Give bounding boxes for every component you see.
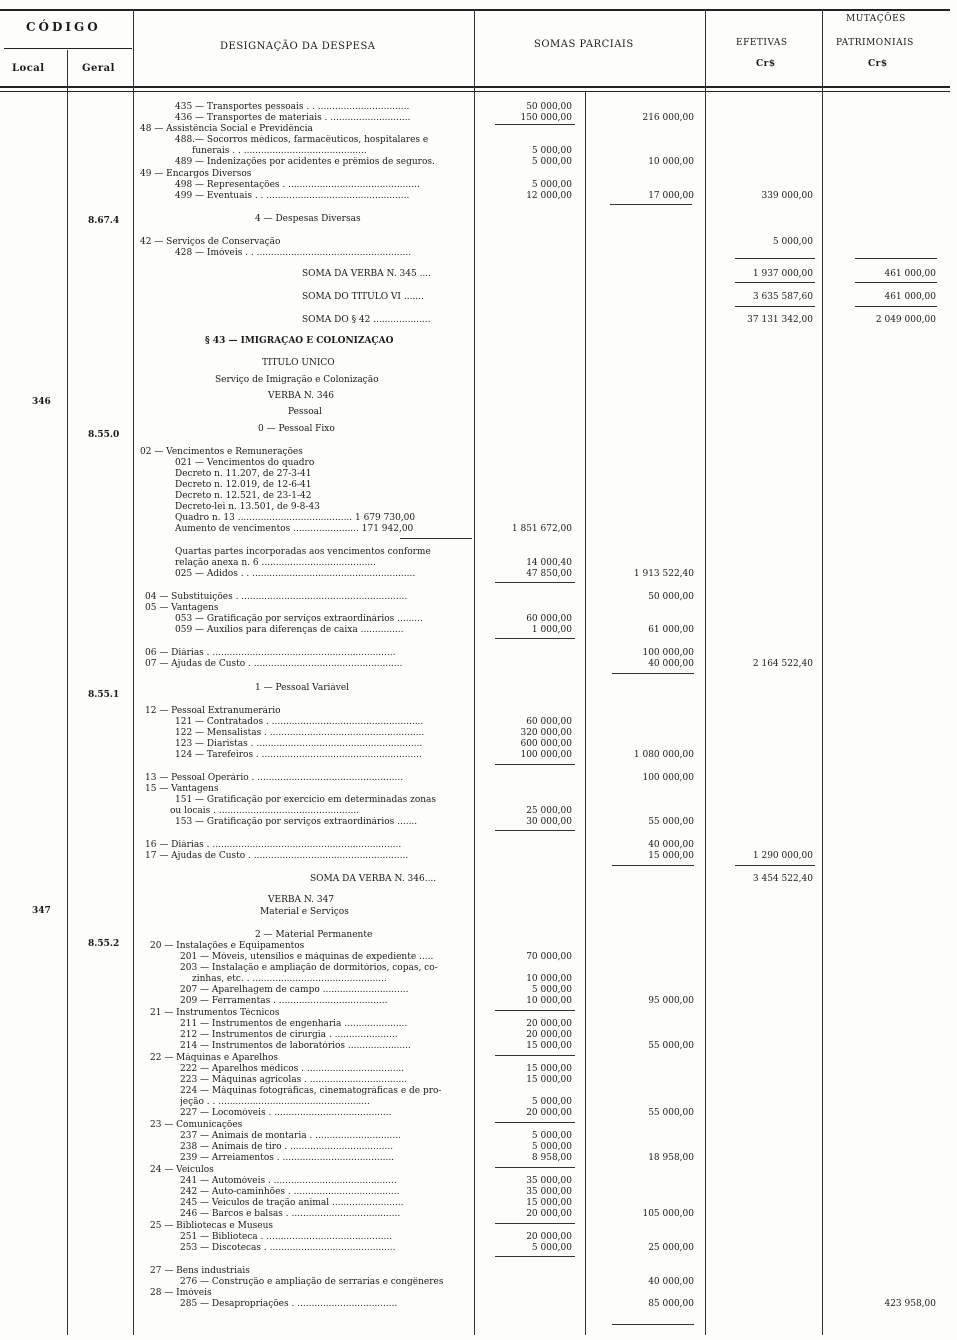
- value-v2: 25 000,00: [648, 1243, 694, 1253]
- line-text: 124 — Tarefeiros . ........................................................: [175, 750, 422, 760]
- value-v2: 85 000,00: [648, 1299, 694, 1309]
- line-text: Material e Serviços: [260, 907, 349, 917]
- value-v4: 2 049 000,00: [875, 315, 936, 325]
- sum-rule: [735, 258, 815, 259]
- col-rule-geral: [133, 9, 134, 1335]
- line-text: 212 — Instrumentos de cirurgia . ......................: [180, 1030, 398, 1040]
- value-v1: 600 000,00: [520, 739, 572, 749]
- code-geral: 8.55.2: [88, 939, 120, 949]
- col-rule-efetivas-left: [705, 9, 706, 1335]
- line-text: 223 — Máquinas agrícolas . ..................................: [180, 1075, 408, 1085]
- line-text: 025 — Adidos . . .........................................................: [175, 569, 416, 579]
- line-text: 239 — Arreiamentos . .......................................: [180, 1153, 395, 1163]
- sum-rule: [855, 306, 937, 307]
- value-v2: 18 958,00: [648, 1153, 694, 1163]
- line-text: 253 — Discotecas . ............................................: [180, 1243, 396, 1253]
- line-text: Decreto n. 11.207, de 27-3-41: [175, 469, 312, 479]
- sum-rule: [495, 1055, 575, 1056]
- header-local: Local: [12, 63, 45, 74]
- line-text: 209 — Ferramentas . ......................................: [180, 996, 388, 1006]
- value-v4: 461 000,00: [884, 269, 936, 279]
- value-v4: 423 958,00: [884, 1299, 936, 1309]
- line-text: 05 — Vantagens: [145, 603, 219, 613]
- line-text: 15 — Vantagens: [145, 784, 219, 794]
- value-v2: 15 000,00: [648, 851, 694, 861]
- value-v1: 15 000,00: [526, 1075, 572, 1085]
- line-text: 27 — Bens industriais: [150, 1266, 250, 1276]
- line-text: 436 — Transportes de materiais . ............................: [175, 113, 411, 123]
- header-designacao: DESIGNAÇÃO DA DESPESA: [220, 41, 376, 52]
- sum-rule: [855, 258, 937, 259]
- line-text: 201 — Móveis, utensílios e máquinas de expediente .....: [180, 952, 434, 962]
- value-v1: 10 000,00: [526, 996, 572, 1006]
- line-text: 238 — Animais de tiro . ....................................: [180, 1142, 394, 1152]
- line-text: 21 — Instrumentos Técnicos: [150, 1008, 280, 1018]
- header-efetivas-unit: Cr$: [756, 59, 776, 69]
- line-text: TÍTULO ÚNICO: [262, 358, 335, 368]
- line-text: 499 — Eventuais . . ..................................................: [175, 191, 410, 201]
- sum-rule: [495, 582, 575, 583]
- value-v2: 40 000,00: [648, 840, 694, 850]
- code-geral: 8.67.4: [88, 216, 120, 226]
- sum-rule: [612, 1324, 694, 1325]
- sum-rule: [612, 865, 694, 866]
- line-text: VERBA N. 346: [268, 391, 335, 401]
- line-text: Decreto n. 12.019, de 12-6-41: [175, 480, 312, 490]
- value-v1: 5 000,00: [531, 1131, 572, 1141]
- sum-rule: [495, 1122, 575, 1123]
- value-v1: 15 000,00: [526, 1064, 572, 1074]
- line-text: 203 — Instalação e ampliação de dormitórios, copas, co-: [180, 963, 438, 973]
- value-v2: 1 080 000,00: [633, 750, 694, 760]
- value-v2: 55 000,00: [648, 1108, 694, 1118]
- col-rule-somas: [585, 92, 586, 1335]
- line-text: ou locais . .................................................: [170, 806, 360, 816]
- line-text: 16 — Diárias . ..................................................................: [145, 840, 402, 850]
- line-text: Quadro n. 13 ........................................ 1 679 730,00: [175, 513, 416, 523]
- line-text: 122 — Mensalistas . ......................................................: [175, 728, 425, 738]
- line-text: 25 — Bibliotecas e Museus: [150, 1221, 273, 1231]
- value-v3: 3 635 587,60: [752, 292, 813, 302]
- value-v1: 12 000,00: [526, 191, 572, 201]
- value-v1: 25 000,00: [526, 806, 572, 816]
- value-v2: 50 000,00: [648, 592, 694, 602]
- line-text: 24 — Veículos: [150, 1165, 214, 1175]
- value-v1: 35 000,00: [526, 1176, 572, 1186]
- value-v2: 10 000,00: [648, 157, 694, 167]
- value-v2: 17 000,00: [648, 191, 694, 201]
- line-text: 49 — Encargos Diversos: [140, 169, 252, 179]
- line-text: 207 — Aparelhagem de campo ..............................: [180, 985, 409, 995]
- line-text: 059 — Auxílios para diferenças de caixa ...............: [175, 625, 404, 635]
- line-text: 23 — Comunicações: [150, 1120, 243, 1130]
- sum-rule: [495, 1010, 575, 1011]
- header-mutacoes-unit: Cr$: [868, 59, 888, 69]
- line-text: Pessoal: [288, 407, 322, 417]
- value-v2: 61 000,00: [648, 625, 694, 635]
- line-text: 12 — Pessoal Extranumerário: [145, 706, 281, 716]
- line-text: § 43 — IMIGRAÇÃO E COLONIZAÇÃO: [205, 336, 394, 346]
- line-text: 153 — Gratificação por serviços extraordinários .......: [175, 817, 418, 827]
- value-v3: 2 164 522,40: [752, 659, 813, 669]
- value-v3: 37 131 342,00: [747, 315, 813, 325]
- line-text: 4 — Despesas Diversas: [255, 214, 361, 224]
- value-v2: 1 913 522,40: [633, 569, 694, 579]
- value-v2: 95 000,00: [648, 996, 694, 1006]
- value-v3: 3 454 522,40: [752, 874, 813, 884]
- value-v1: 47 850,00: [526, 569, 572, 579]
- value-v2: 55 000,00: [648, 817, 694, 827]
- value-v2: 100 000,00: [642, 773, 694, 783]
- sum-rule: [495, 1256, 575, 1257]
- line-text: 222 — Aparelhos médicos . ..................................: [180, 1064, 405, 1074]
- line-text: 246 — Barcos e balsas . ......................................: [180, 1209, 401, 1219]
- value-v1: 5 000,00: [531, 1142, 572, 1152]
- code-geral: 8.55.1: [88, 690, 120, 700]
- line-text: 1 — Pessoal Variável: [255, 683, 350, 693]
- line-text: 121 — Contratados . .....................................................: [175, 717, 424, 727]
- value-v3: 1 290 000,00: [752, 851, 813, 861]
- line-text: 227 — Locomóveis . .........................................: [180, 1108, 392, 1118]
- value-v1: 15 000,00: [526, 1198, 572, 1208]
- value-v1: 1 851 672,00: [511, 524, 572, 534]
- value-v3: 5 000,00: [772, 237, 813, 247]
- line-text: SOMA DA VERBA N. 345 ....: [302, 269, 432, 279]
- line-text: 07 — Ajudas de Custo . ....................................................: [145, 659, 403, 669]
- value-v3: 339 000,00: [761, 191, 813, 201]
- value-v1: 20 000,00: [526, 1030, 572, 1040]
- value-v2: 40 000,00: [648, 1277, 694, 1287]
- value-v1: 320 000,00: [520, 728, 572, 738]
- line-text: 13 — Pessoal Operário . ...................................................: [145, 773, 404, 783]
- sum-rule: [735, 282, 815, 283]
- line-text: SOMA DO § 42 ....................: [302, 315, 431, 325]
- code-geral: 8.55.0: [88, 430, 120, 440]
- line-text: 242 — Auto-caminhões . .....................................: [180, 1187, 400, 1197]
- line-text: 428 — Imóveis . . ......................................................: [175, 248, 412, 258]
- line-text: 053 — Gratificação por serviços extraordinários .........: [175, 614, 423, 624]
- line-text: 285 — Desapropriações . ...................................: [180, 1299, 398, 1309]
- sum-rule: [610, 204, 692, 205]
- code-local: 347: [32, 906, 51, 916]
- value-v2: 55 000,00: [648, 1041, 694, 1051]
- line-text: SOMA DO TÍTULO VI .......: [302, 292, 424, 302]
- line-text: 17 — Ajudas de Custo . ......................................................: [145, 851, 409, 861]
- line-text: 211 — Instrumentos de engenharia ......................: [180, 1019, 408, 1029]
- value-v1: 5 000,00: [531, 157, 572, 167]
- value-v1: 5 000,00: [531, 985, 572, 995]
- sum-rule: [495, 638, 575, 639]
- line-text: 498 — Representações . ..............................................: [175, 180, 420, 190]
- header-efetivas: EFETIVAS: [736, 38, 788, 48]
- sum-rule: [495, 764, 575, 765]
- col-rule-designacao: [474, 9, 475, 1335]
- line-text: 151 — Gratificação por exercício em determinadas zonas: [175, 795, 437, 805]
- line-text: 06 — Diárias . ................................................................: [145, 648, 396, 658]
- sum-rule: [495, 830, 575, 831]
- line-text: Quartas partes incorporadas aos vencimentos conforme: [175, 547, 431, 557]
- value-v1: 20 000,00: [526, 1019, 572, 1029]
- value-v1: 50 000,00: [526, 102, 572, 112]
- value-v1: 5 000,00: [531, 146, 572, 156]
- sum-rule: [495, 1223, 575, 1224]
- line-text: 123 — Diaristas . ..........................................................: [175, 739, 423, 749]
- line-text: SOMA DA VERBA N. 346....: [310, 874, 437, 884]
- header-bottom-rule: [0, 86, 950, 88]
- col-rule-efetivas-right: [822, 9, 823, 1335]
- value-v2: 40 000,00: [648, 659, 694, 669]
- header-codigo: CÓDIGO: [26, 20, 101, 34]
- value-v1: 70 000,00: [526, 952, 572, 962]
- line-text: 02 — Vencimentos e Remunerações: [140, 447, 303, 457]
- value-v1: 100 000,00: [520, 750, 572, 760]
- line-text: 214 — Instrumentos de laboratórios ......................: [180, 1041, 411, 1051]
- line-text: 22 — Máquinas e Aparelhos: [150, 1053, 278, 1063]
- line-text: 276 — Construção e ampliação de serrarias e congêneres: [180, 1277, 444, 1287]
- header-mutacoes: MUTAÇÕES: [846, 14, 906, 24]
- line-text: 48 — Assistência Social e Previdência: [140, 124, 313, 134]
- line-text: 28 — Imóveis: [150, 1288, 212, 1298]
- line-text: funerais . . ...........................................: [192, 146, 367, 156]
- value-v1: 30 000,00: [526, 817, 572, 827]
- line-text: 2 — Material Permanente: [255, 930, 373, 940]
- line-text: 021 — Vencimentos do quadro: [175, 458, 315, 468]
- value-v1: 8 958,00: [531, 1153, 572, 1163]
- value-v1: 20 000,00: [526, 1108, 572, 1118]
- line-text: 251 — Biblioteca . ............................................: [180, 1232, 393, 1242]
- line-text: 237 — Animais de montaria . ..............................: [180, 1131, 401, 1141]
- line-text: VERBA N. 347: [268, 895, 335, 905]
- value-v1: 35 000,00: [526, 1187, 572, 1197]
- sum-rule: [612, 673, 694, 674]
- sum-rule: [735, 306, 815, 307]
- col-rule-local: [67, 50, 68, 1335]
- line-text: Aumento de vencimentos ....................... 171 942,00: [175, 524, 414, 534]
- header-top-rule: [0, 9, 950, 11]
- sum-rule: [495, 1167, 575, 1168]
- value-v1: 5 000,00: [531, 1243, 572, 1253]
- value-v1: 150 000,00: [520, 113, 572, 123]
- line-text: 0 — Pessoal Fixo: [258, 424, 335, 434]
- line-text: zinhas, etc. . ...............................................: [192, 974, 387, 984]
- value-v1: 1 000,00: [531, 625, 572, 635]
- value-v1: 20 000,00: [526, 1209, 572, 1219]
- value-v1: 15 000,00: [526, 1041, 572, 1051]
- sum-rule: [735, 865, 815, 866]
- sum-rule: [495, 124, 575, 125]
- value-v4: 461 000,00: [884, 292, 936, 302]
- value-v2: 216 000,00: [642, 113, 694, 123]
- line-text: jeção . . .....................................................: [180, 1097, 370, 1107]
- value-v1: 60 000,00: [526, 717, 572, 727]
- line-text: Decreto-lei n. 13.501, de 9-8-43: [175, 502, 320, 512]
- value-v1: 14 000,40: [526, 558, 572, 568]
- value-v3: 1 937 000,00: [752, 269, 813, 279]
- line-text: 20 — Instalações e Equipamentos: [150, 941, 305, 951]
- value-v1: 5 000,00: [531, 1097, 572, 1107]
- sum-rule: [855, 282, 937, 283]
- line-text: 245 — Veículos de tração animal .........................: [180, 1198, 404, 1208]
- line-text: 42 — Serviços de Conservação: [140, 237, 281, 247]
- header-codigo-rule: [4, 48, 132, 49]
- value-v1: 20 000,00: [526, 1232, 572, 1242]
- line-text: 224 — Máquinas fotográficas, cinematográficas e de pro-: [180, 1086, 442, 1096]
- value-v2: 100 000,00: [642, 648, 694, 658]
- value-v1: 10 000,00: [526, 974, 572, 984]
- line-text: 241 — Automóveis . ...........................................: [180, 1176, 397, 1186]
- line-text: 435 — Transportes pessoais . . ................................: [175, 102, 410, 112]
- code-local: 346: [32, 397, 51, 407]
- line-text: relação anexa n. 6 ........................................: [175, 558, 376, 568]
- header-geral: Geral: [82, 63, 115, 74]
- value-v1: 5 000,00: [531, 180, 572, 190]
- value-v1: 60 000,00: [526, 614, 572, 624]
- line-text: 488.— Socorros médicos, farmacêuticos, hospitalares e: [175, 135, 429, 145]
- sum-rule: [400, 538, 472, 539]
- value-v2: 105 000,00: [642, 1209, 694, 1219]
- line-text: 04 — Substituições . ..........................................................: [145, 592, 408, 602]
- header-patrimoniais: PATRIMONIAIS: [836, 38, 914, 48]
- line-text: 489 — Indenizações por acidentes e prêmios de seguros.: [175, 157, 435, 167]
- line-text: Serviço de Imigração e Colonização: [215, 375, 379, 385]
- header-somas-parciais: SOMAS PARCIAIS: [534, 39, 634, 50]
- header-bottom-rule-2: [0, 91, 950, 92]
- line-text: Decreto n. 12.521, de 23-1-42: [175, 491, 312, 501]
